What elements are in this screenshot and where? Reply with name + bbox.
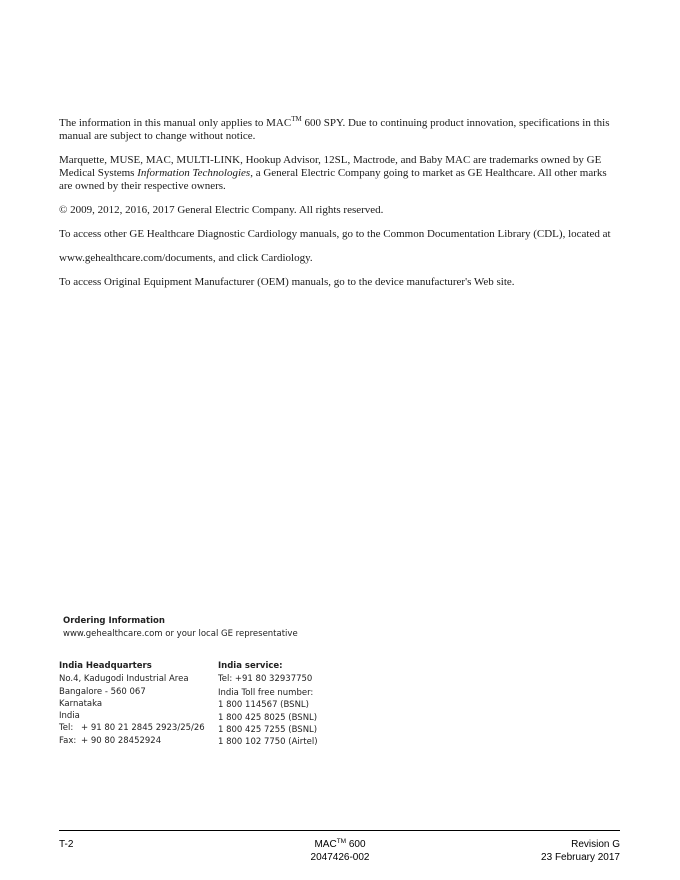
tollfree-number: 1 800 425 7255 (BSNL) (218, 724, 318, 735)
tollfree-number: 1 800 102 7750 (Airtel) (218, 737, 318, 748)
product-name: MAC (314, 839, 337, 850)
address-line: Bangalore - 560 067 (59, 686, 146, 697)
hq-fax-value: + 90 80 28452924 (81, 735, 162, 746)
tollfree-number: 1 800 425 8025 (BSNL) (218, 712, 318, 723)
copyright-paragraph: © 2009, 2012, 2016, 2017 General Electric Company. All rights reserved. (59, 204, 384, 216)
footer-product-name (260, 838, 420, 851)
trademarks-text-cont: , a General Electric Company going to market as GE Healthcare. All other marks are owned by their respective owners. (59, 167, 607, 192)
product-trademark: TM (336, 838, 347, 845)
trademarks-italic: Information Technologies (137, 167, 251, 179)
trademark-superscript: TM (291, 115, 302, 123)
footer-product (260, 838, 420, 864)
hq-tel-value: + 91 80 21 2845 2923/25/26 (81, 723, 205, 734)
service-tel: Tel: +91 80 32937750 (218, 674, 313, 685)
cdl-paragraph: To access other GE Healthcare Diagnostic Cardiology manuals, go to the Common Documentation Library (CDL), located at (59, 228, 611, 240)
ordering-information (63, 615, 298, 641)
tollfree-label: India Toll free number: (218, 688, 314, 699)
india-service-heading: India service: (218, 661, 283, 671)
footer-revision (541, 838, 620, 864)
hq-fax-label: Fax: (59, 735, 77, 746)
footer-page-number: T-2 (59, 839, 74, 850)
tollfree-number: 1 800 114567 (BSNL) (218, 700, 309, 711)
address-line: India (59, 711, 80, 722)
footer-divider (59, 830, 620, 831)
hq-fax (59, 735, 219, 747)
address-line: No.4, Kadugodi Industrial Area (59, 674, 189, 685)
trademarks-paragraph (59, 154, 621, 193)
footer-doc-number: 2047426-002 (310, 852, 370, 863)
oem-paragraph: To access Original Equipment Manufacturer (OEM) manuals, go to the device manufacturer's Web site. (59, 276, 515, 288)
address-line: Karnataka (59, 698, 103, 709)
applicability-paragraph (59, 117, 621, 143)
footer-revision-label: Revision G (571, 839, 620, 850)
product-model: 600 (346, 839, 366, 850)
india-hq-heading: India Headquarters (59, 661, 152, 671)
applicability-text-cont: 600 SPY. Due to continuing product innovation, specifications in this manual are subject to change without notice. (59, 117, 610, 142)
india-headquarters (59, 660, 219, 747)
cdl-url-paragraph: www.gehealthcare.com/documents, and click Cardiology. (59, 252, 313, 264)
applicability-text: The information in this manual only applies to MAC (59, 117, 292, 129)
ordering-text: www.gehealthcare.com or your local GE representative (63, 629, 298, 640)
india-service (218, 660, 368, 749)
trademarks-text: Marquette, MUSE, MAC, MULTI-LINK, Hookup Advisor, 12SL, Mactrode, and Baby MAC are trademarks owned by GE Medical Systems (59, 154, 602, 179)
hq-tel (59, 722, 219, 734)
ordering-heading: Ordering Information (63, 616, 165, 626)
hq-tel-label: Tel: (59, 723, 74, 734)
manual-notice-section (59, 117, 621, 300)
footer-date: 23 February 2017 (541, 852, 620, 863)
